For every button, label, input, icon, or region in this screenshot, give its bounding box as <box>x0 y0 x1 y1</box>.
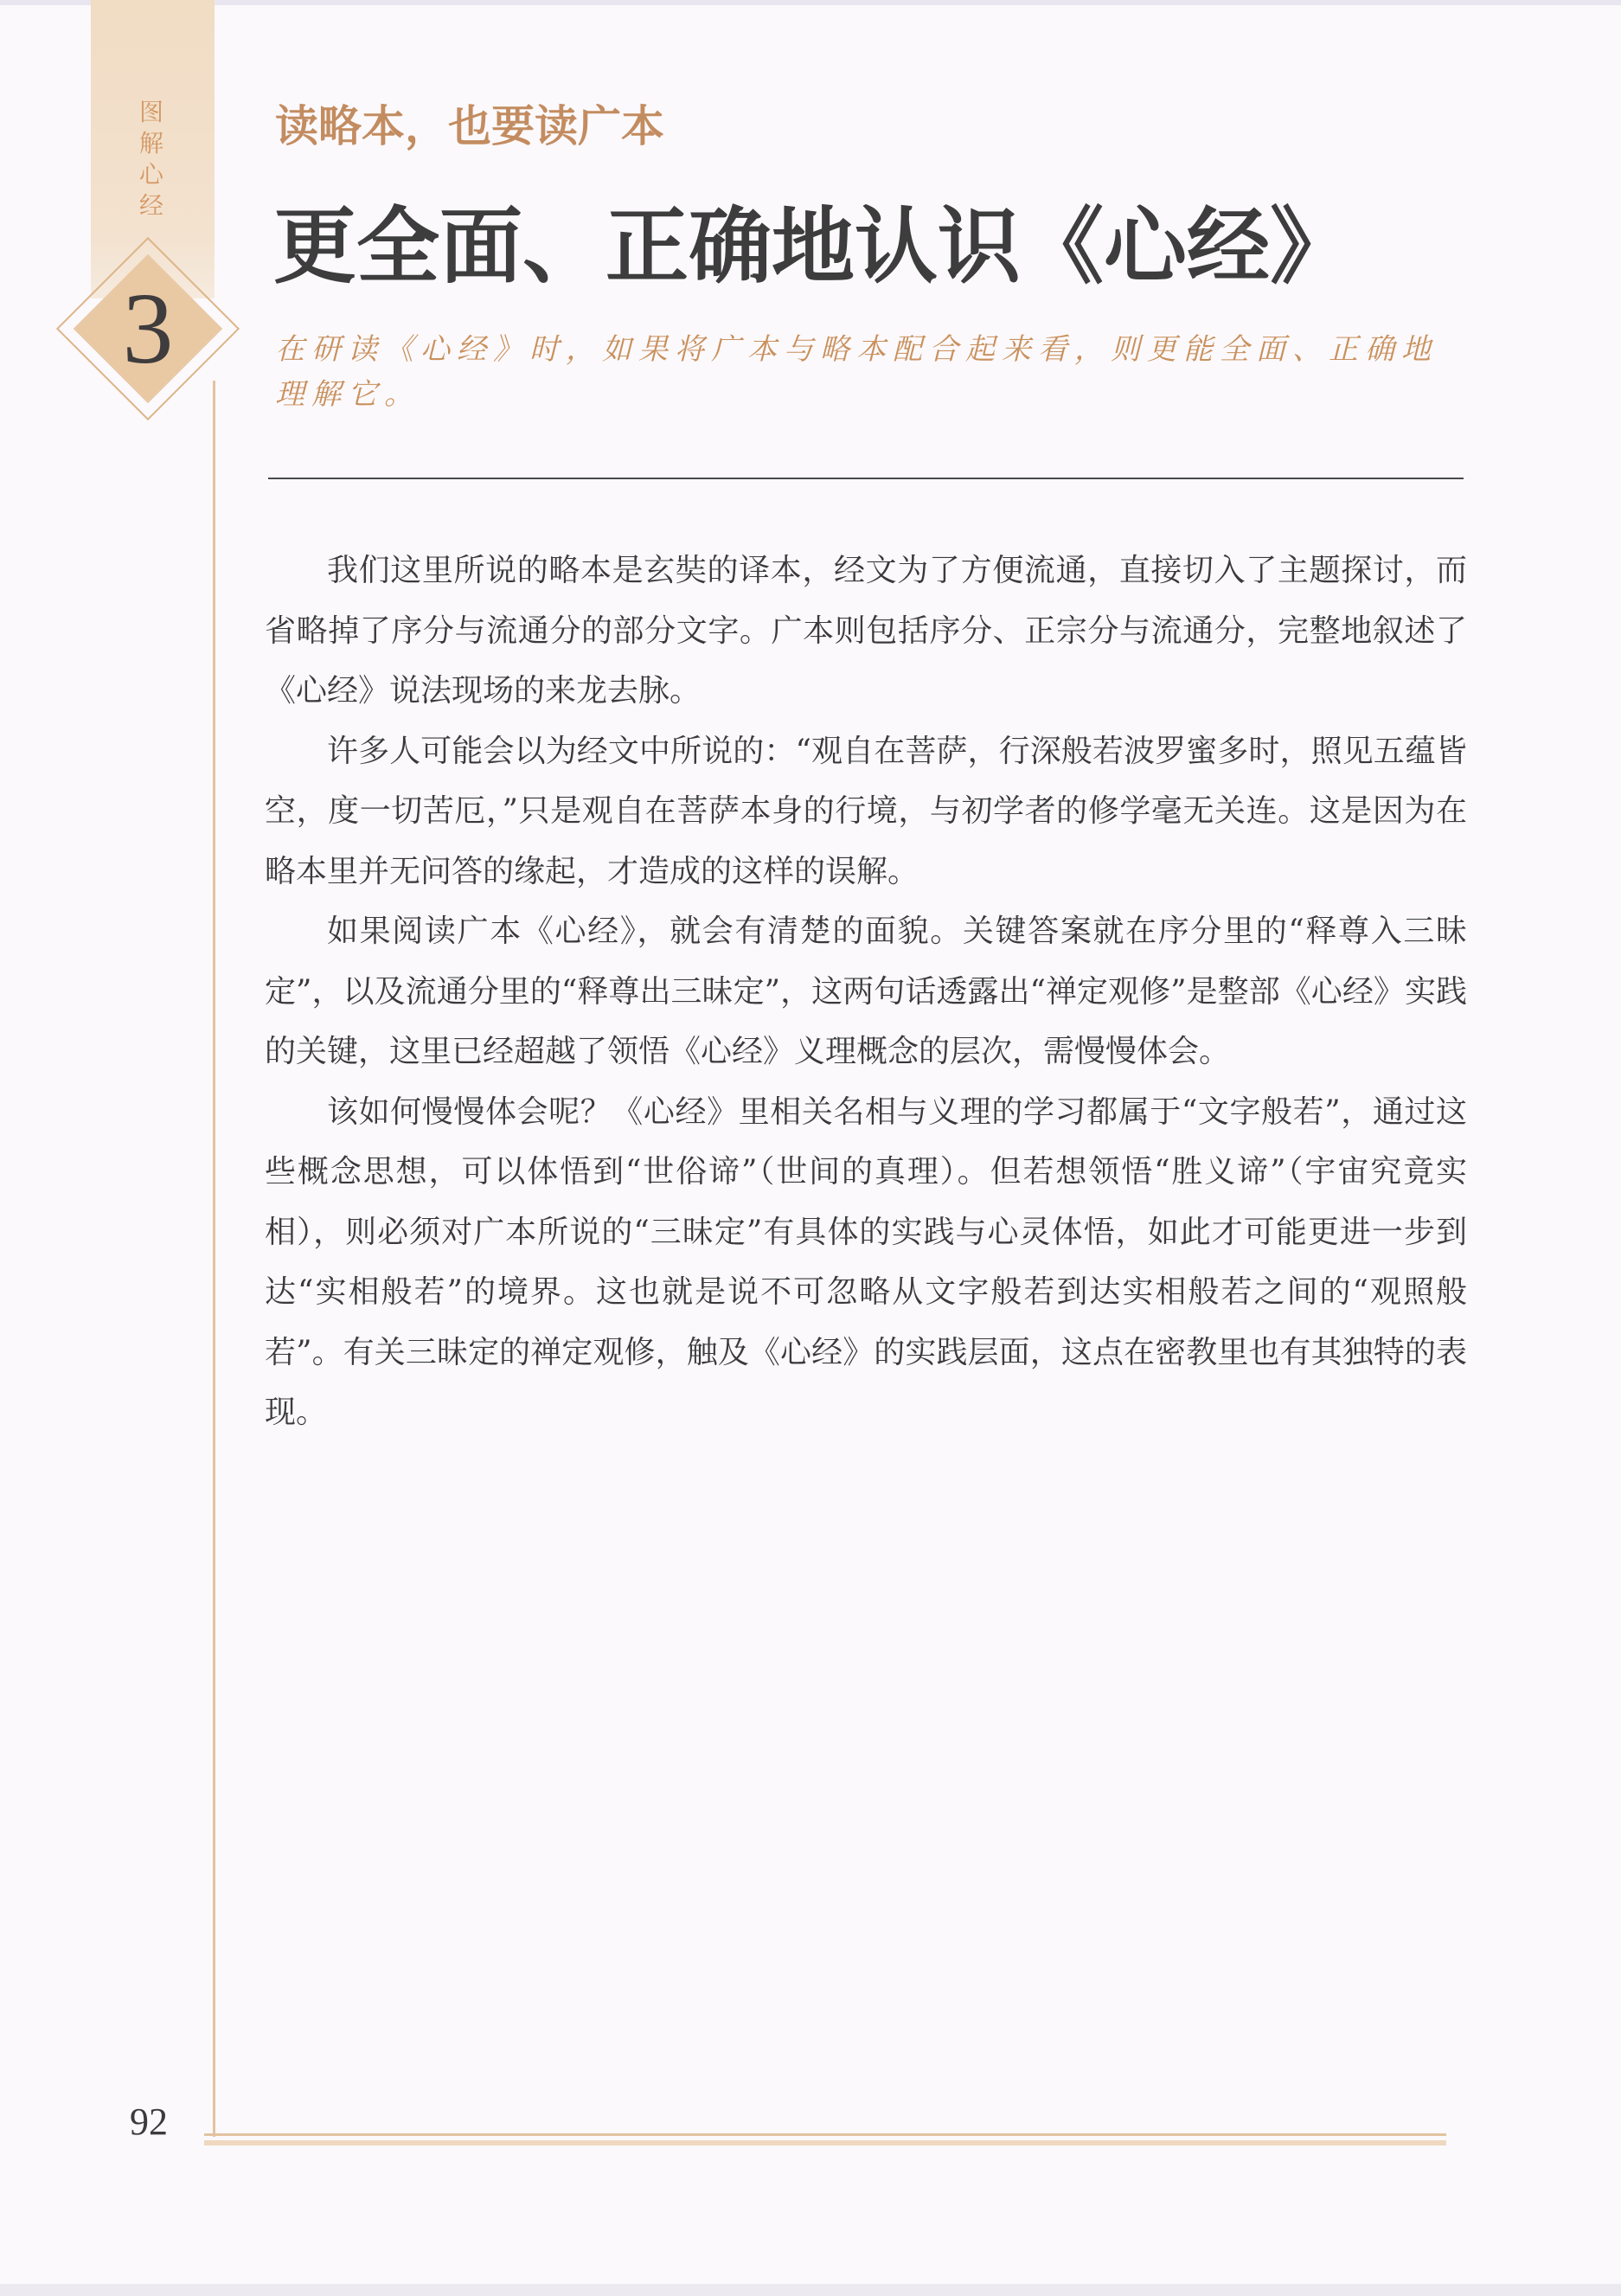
lead-summary: 在研读《心经》时，如果将广本与略本配合起来看，则更能全面、正确地理解它。 <box>275 332 1438 412</box>
series-label: 图解心经 <box>138 98 163 220</box>
page-number: 92 <box>130 2100 168 2143</box>
body-paragraph: 如果阅读广本《心经》，就会有清楚的面貌。关键答案就在序分里的“释尊入三昧定”，以及流通分里的“释尊出三昧定”，这两句话透露出“禅定观修”是整部《心经》实践的关键，这里已经超越了领悟《心经》义理概念的层次，需慢慢体会。 <box>265 914 1467 1069</box>
footer-rule <box>204 2133 1446 2136</box>
page-bottom-edge <box>0 2284 1621 2296</box>
margin-rule <box>213 381 215 2137</box>
body-paragraph: 我们这里所说的略本是玄奘的译本，经文为了方便流通，直接切入了主题探讨，而省略掉了序分与流通分的部分文字。广本则包括序分、正宗分与流通分，完整地叙述了《心经》说法现场的来龙去脉。 <box>265 553 1467 709</box>
chapter-number: 3 <box>122 272 174 385</box>
body-paragraph: 该如何慢慢体会呢？《心经》里相关名相与义理的学习都属于“文字般若”，通过这些概念思想，可以体悟到“世俗谛”（世间的真理）。但若想领悟“胜义谛”（宇宙究竟实相），则必须对广本所说的“三昧定”有具体的实践与心灵体悟，如此才可能更进一步到达“实相般若”的境界。这也就是说不可忽略从文字般若到达实相般若之间的“观照般若”。有关三昧定的禅定观修，触及《心经》的实践层面，这点在密教里也有其独特的表现。 <box>265 1093 1467 1430</box>
body-text <box>265 541 1467 1443</box>
page-top-edge <box>0 0 1621 5</box>
footer-rule-band <box>204 2140 1446 2145</box>
title-divider <box>268 478 1464 479</box>
body-paragraph: 许多人可能会以为经文中所说的：“观自在菩萨，行深般若波罗蜜多时，照见五蕴皆空，度一切苦厄，”只是观自在菩萨本身的行境，与初学者的修学毫无关连。这是因为在略本里并无问答的缘起，才造成的这样的误解。 <box>265 733 1467 889</box>
page-title: 更全面、正确地认识《心经》 <box>273 197 1353 295</box>
section-kicker: 读略本，也要读广本 <box>275 100 664 151</box>
